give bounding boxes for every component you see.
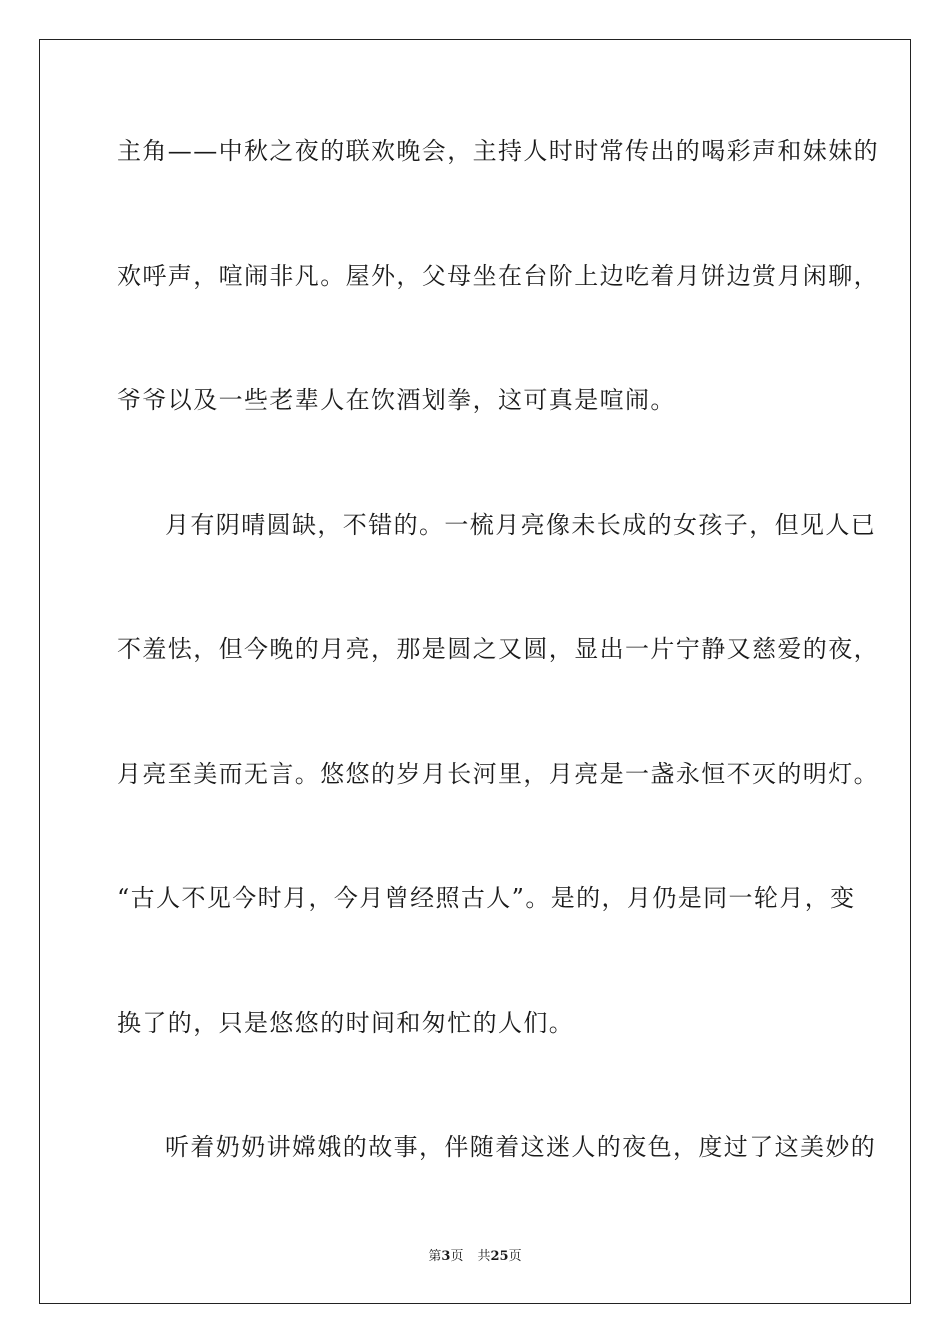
footer-prefix: 第	[428, 1249, 442, 1264]
page-border	[39, 39, 911, 1304]
text-line-3: 爷爷以及一些老辈人在饮酒划拳，这可真是喧闹。	[117, 386, 676, 414]
footer-total-prefix: 共	[477, 1249, 491, 1264]
text-line-6: 月亮至美而无言。悠悠的岁月长河里，月亮是一盏永恒不灭的明灯。	[117, 760, 879, 788]
text-line-2: 欢呼声，喧闹非凡。屋外，父母坐在台阶上边吃着月饼边赏月闲聊，	[117, 262, 879, 290]
text-line-7: “古人不见今时月，今月曾经照古人”。是的，月仍是同一轮月，变	[117, 884, 856, 912]
footer-page-suffix: 页	[450, 1249, 464, 1264]
current-page-number: 3	[441, 1249, 451, 1264]
text-line-9: 听着奶奶讲嫦娥的故事，伴随着这迷人的夜色，度过了这美妙的	[165, 1133, 877, 1161]
text-line-1: 主角——中秋之夜的联欢晚会，主持人时时常传出的喝彩声和妹妹的	[117, 137, 879, 165]
page-footer	[0, 1248, 950, 1266]
text-line-8: 换了的，只是悠悠的时间和匆忙的人们。	[117, 1009, 575, 1037]
footer-total-suffix: 页	[508, 1249, 522, 1264]
text-line-4: 月有阴晴圆缺，不错的。一梳月亮像未长成的女孩子，但见人已	[165, 511, 877, 539]
text-line-5: 不羞怯，但今晚的月亮，那是圆之又圆，显出一片宁静又慈爱的夜，	[117, 635, 879, 663]
total-pages-number: 25	[490, 1249, 509, 1264]
